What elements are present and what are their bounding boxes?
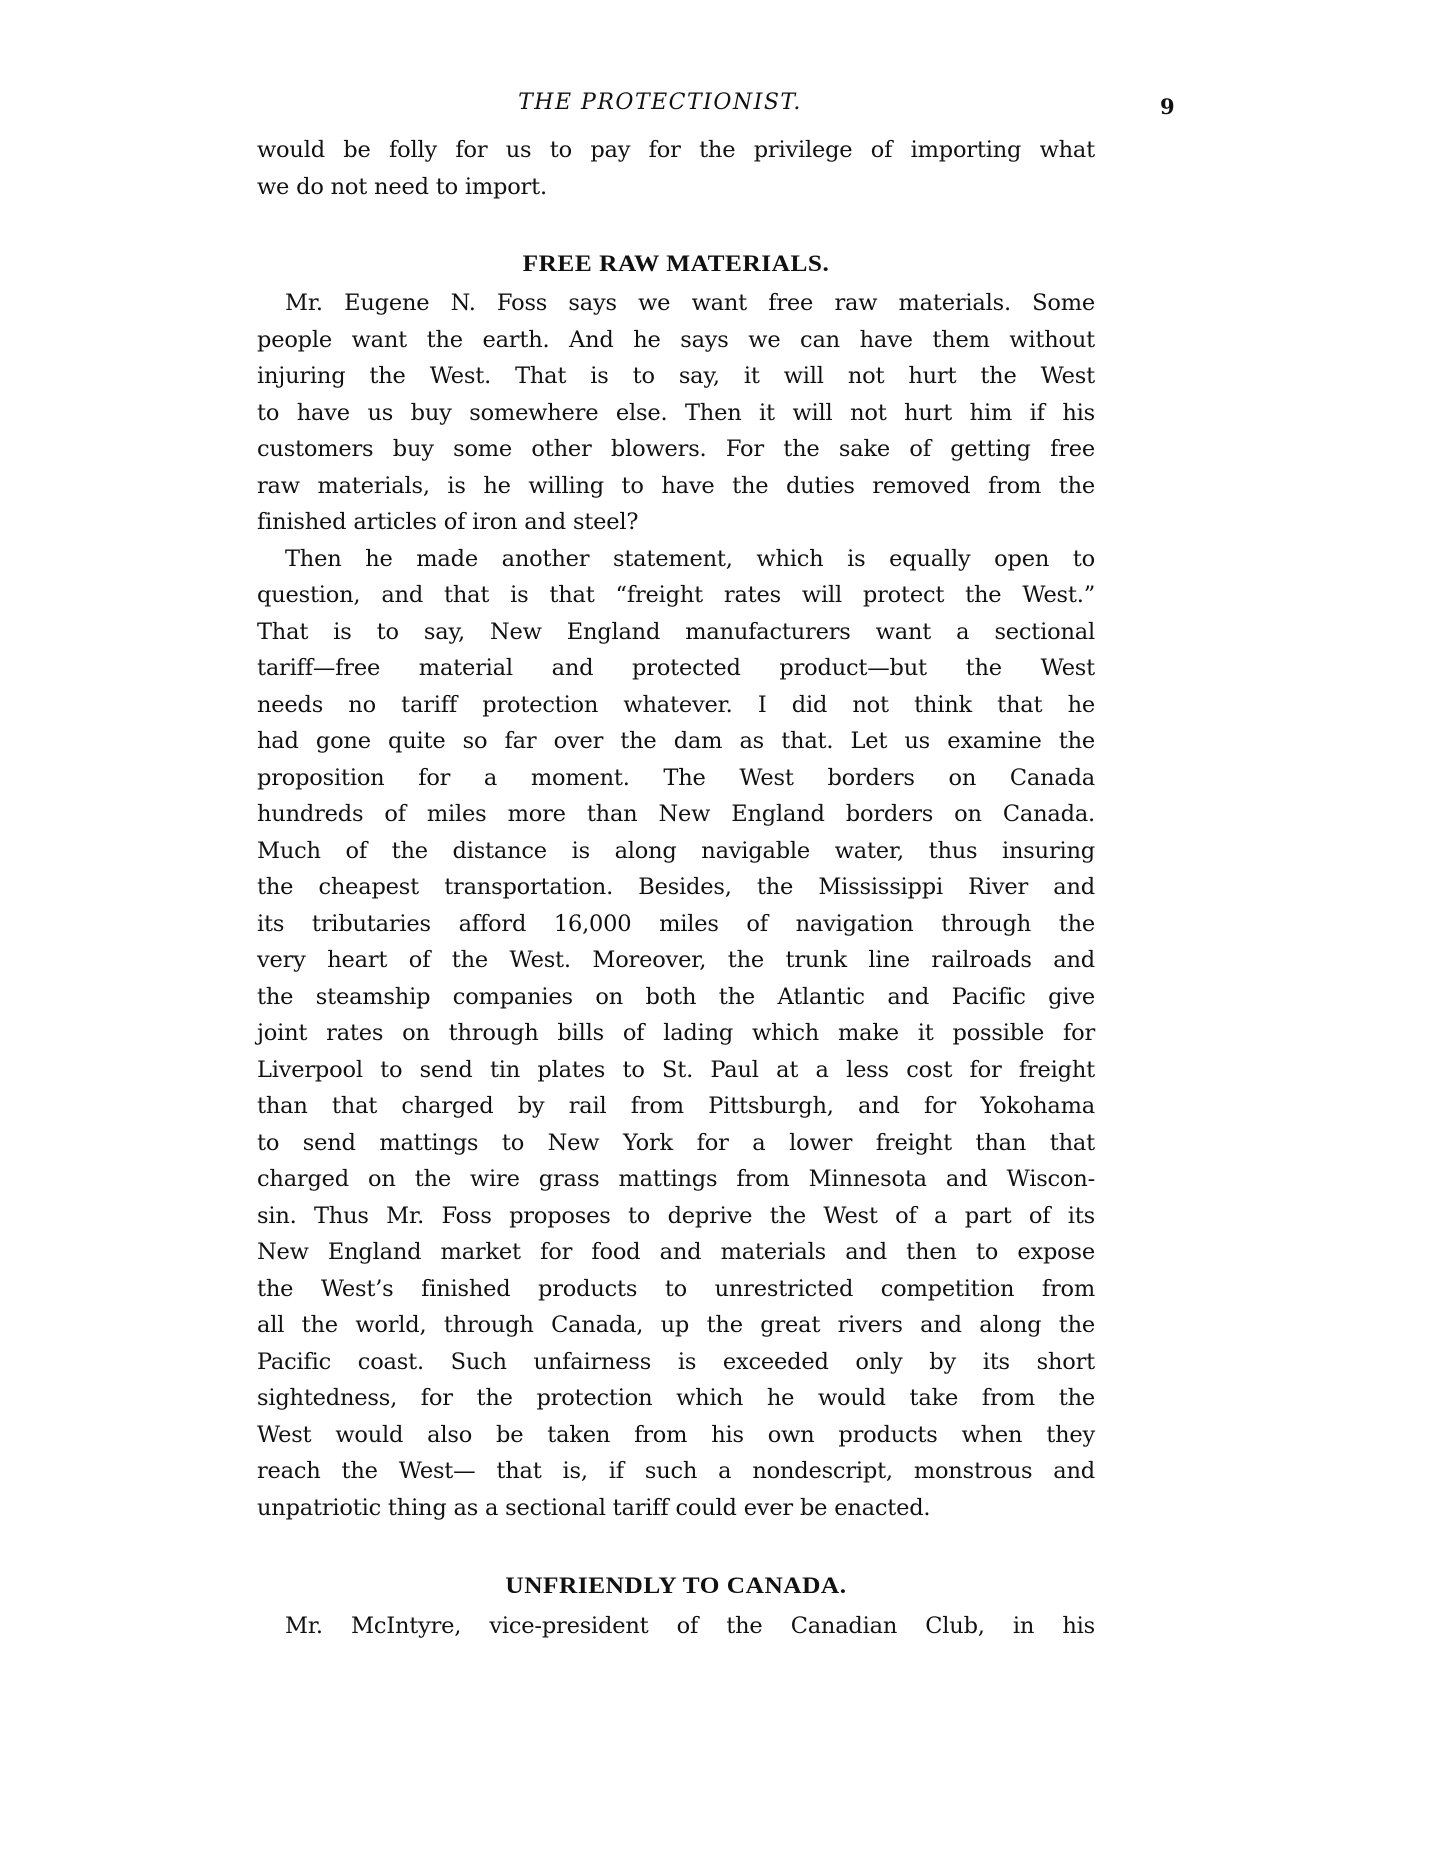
paragraph	[257, 285, 1095, 541]
text-line: Mr. McIntyre, vice-president of the Canadian Club, in his	[285, 1613, 1095, 1639]
text-line: had gone quite so far over the dam as that. Let us examine the	[257, 728, 1095, 754]
text-line: its tributaries afford 16,000 miles of navigation through the	[257, 910, 1095, 937]
text-line: That is to say, New England manufacturers want a sectional	[257, 618, 1095, 645]
text-line: injuring the West. That is to say, it will not hurt the West	[257, 363, 1095, 389]
text-line: all the world, through Canada, up the great rivers and along the	[257, 1312, 1095, 1338]
text-line: than that charged by rail from Pittsburgh, and for Yokohama	[257, 1093, 1095, 1119]
text-line: finished articles of iron and steel?	[257, 509, 639, 535]
body-text	[257, 132, 1095, 1645]
text-line: we do not need to import.	[257, 173, 547, 200]
text-line: Pacific coast. Such unfairness is exceeded only by its short	[257, 1348, 1095, 1375]
text-line: unpatriotic thing as a sectional tariff could ever be enacted.	[257, 1494, 931, 1521]
section-heading: UNFRIENDLY TO CANADA.	[505, 1573, 847, 1598]
text-line: the cheapest transportation. Besides, the Mississippi River and	[257, 874, 1095, 900]
text-line: raw materials, is he willing to have the duties removed from the	[257, 472, 1095, 499]
text-line: customers buy some other blowers. For the sake of getting free	[257, 436, 1095, 462]
text-line: reach the West— that is, if such a nondescript, monstrous and	[257, 1458, 1095, 1484]
intro-paragraph	[257, 132, 1095, 205]
text-line: charged on the wire grass mattings from Minnesota and Wiscon-	[257, 1166, 1095, 1192]
text-line: Then he made another statement, which is equally open to	[285, 545, 1095, 572]
text-line: needs no tariff protection whatever. I did not think that he	[257, 691, 1095, 718]
text-line: Liverpool to send tin plates to St. Paul at a less cost for freight	[257, 1056, 1095, 1083]
text-line: joint rates on through bills of lading which make it possible for	[257, 1020, 1095, 1046]
text-line: hundreds of miles more than New England borders on Canada.	[257, 801, 1095, 827]
paragraph	[257, 541, 1095, 1527]
text-line: Mr. Eugene N. Foss says we want free raw materials. Some	[285, 290, 1095, 316]
text-line: New England market for food and materials and then to expose	[257, 1239, 1095, 1265]
text-line: very heart of the West. Moreover, the trunk line railroads and	[257, 947, 1095, 973]
text-line: Much of the distance is along navigable water, thus insuring	[257, 837, 1095, 864]
text-line: the steamship companies on both the Atlantic and Pacific give	[257, 983, 1095, 1010]
text-line: question, and that is that “freight rates will protect the West.”	[257, 582, 1095, 608]
text-line: West would also be taken from his own products when they	[257, 1421, 1095, 1448]
text-line: sin. Thus Mr. Foss proposes to deprive the West of a part of its	[257, 1202, 1095, 1229]
text-line: the West’s finished products to unrestricted competition from	[257, 1275, 1095, 1302]
text-line: would be folly for us to pay for the privilege of importing what	[257, 137, 1095, 163]
text-line: people want the earth. And he says we can have them without	[257, 326, 1095, 353]
running-title: THE PROTECTIONIST.	[518, 90, 802, 115]
text-line: to have us buy somewhere else. Then it will not hurt him if his	[257, 399, 1095, 426]
text-line: tariff—free material and protected product—but the West	[257, 655, 1095, 681]
page-number: 9	[1160, 94, 1175, 119]
section-heading: FREE RAW MATERIALS.	[522, 251, 830, 276]
text-line: to send mattings to New York for a lower freight than that	[257, 1129, 1095, 1156]
paragraph	[257, 1608, 1095, 1645]
text-line: sightedness, for the protection which he would take from the	[257, 1385, 1095, 1411]
running-header	[0, 82, 1445, 122]
text-line: proposition for a moment. The West borders on Canada	[257, 764, 1095, 791]
